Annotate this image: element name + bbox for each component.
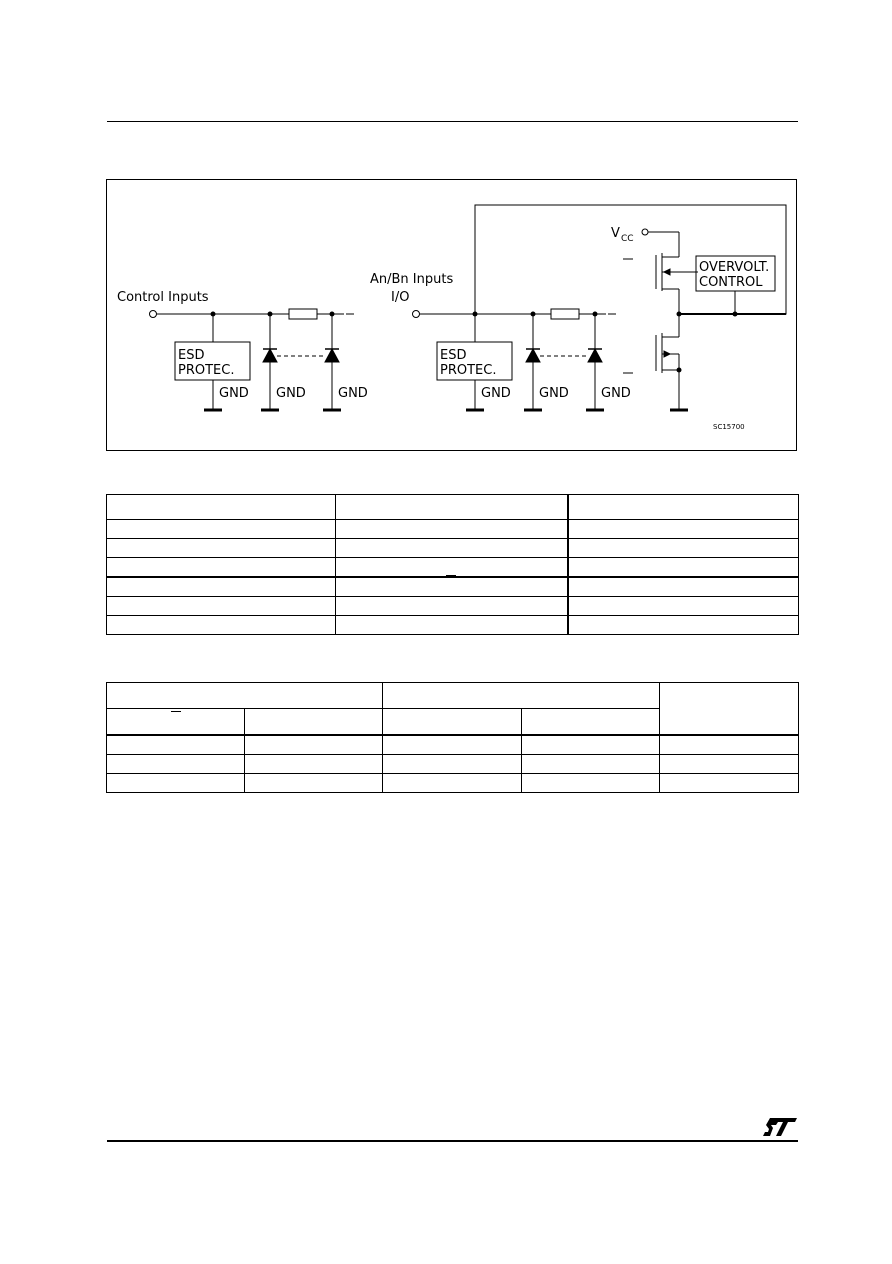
table-row: [107, 597, 799, 616]
vcc-terminal: [642, 229, 648, 235]
table-1: [106, 494, 799, 635]
gnd-label: GND: [338, 386, 368, 401]
io-resistor: [551, 309, 579, 319]
an-bn-input-terminal: [413, 311, 420, 318]
vcc-label: V: [611, 226, 620, 241]
control-inputs-label: Control Inputs: [117, 290, 209, 305]
io-label: I/O: [391, 290, 410, 305]
table-row: [107, 520, 799, 539]
table-2: [106, 682, 799, 793]
control-resistor: [289, 309, 317, 319]
table-header-row: [107, 683, 799, 709]
control-input-terminal: [150, 311, 157, 318]
st-logo-icon: [762, 1116, 798, 1138]
table-row: [107, 558, 799, 578]
esd-protection-circuit-diagram: [106, 179, 797, 451]
table-row: [107, 774, 799, 793]
table-row: [107, 577, 799, 597]
table-row: [107, 539, 799, 558]
gnd-label: GND: [601, 386, 631, 401]
gnd-label: GND: [276, 386, 306, 401]
overline-mark: [446, 575, 456, 576]
table-row: [107, 616, 799, 635]
table-header-row: [107, 495, 799, 520]
control-label: CONTROL: [699, 275, 763, 290]
gnd-label: GND: [219, 386, 249, 401]
figure-code: SC15700: [713, 423, 745, 431]
footer-rule: [107, 1140, 798, 1142]
gnd-label: GND: [481, 386, 511, 401]
table-row: [107, 755, 799, 774]
io-protec-label: PROTEC.: [440, 363, 497, 378]
io-esd-label: ESD: [440, 348, 467, 363]
control-protec-label: PROTEC.: [178, 363, 235, 378]
overvolt-label: OVERVOLT.: [699, 260, 770, 275]
vcc-subscript: CC: [621, 234, 634, 244]
an-bn-inputs-label: An/Bn Inputs: [370, 272, 454, 287]
gnd-label: GND: [539, 386, 569, 401]
overline-mark: [171, 711, 181, 712]
control-esd-label: ESD: [178, 348, 205, 363]
table-row: [107, 735, 799, 755]
